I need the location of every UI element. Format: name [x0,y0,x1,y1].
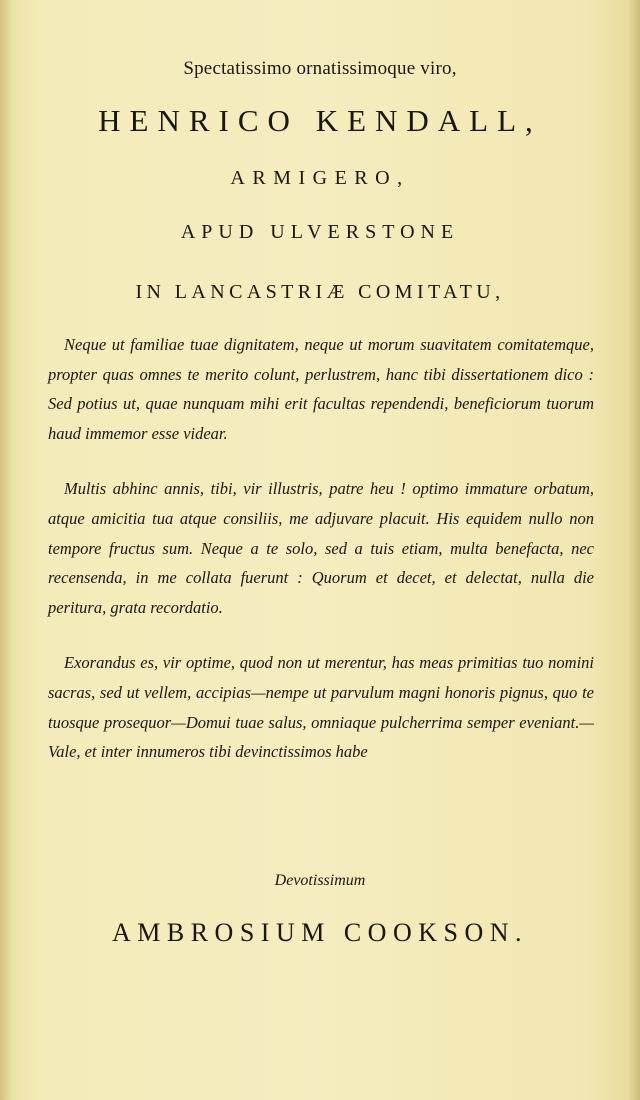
body-paragraph-2: Multis abhinc annis, tibi, vir illustris, patre heu ! optimo immature orbatum, atque amicitia tua atque consiliis, me adjuvare placuit. His equidem nullo non tempore fructus sum. Neque a te solo, sed a tuis etiam, multa benefacta, nec recensenda, in me collata fuerunt : Quorum et decet, et delectat, nulla die peritura, grata recordatio. [48,479,594,617]
dedication-body [48,330,594,767]
body-paragraph-1: Neque ut familiae tuae dignitatem, neque ut morum suavitatem comitatemque, propter quas omnes te merito colunt, perlustrem, hanc tibi dissertationem dico : Sed potius ut, quae nunquam mihi erit facultas rependendi, beneficiorum tuorum haud immemor esse videar. [48,335,594,443]
closing-signoff: Devotissimum [274,872,366,889]
addressee-line: Spectatissimo ornatissimoque viro, [183,58,457,79]
dedicatee-place: APUD ULVERSTONE [180,221,460,243]
author-signature: AMBROSIUM COOKSON. [111,918,529,947]
dedicatee-name: HENRICO KENDALL, [98,103,542,138]
dedicatee-county: IN LANCASTRIÆ COMITATU, [135,281,505,303]
dedicatee-rank: ARMIGERO, [230,167,410,189]
body-paragraph-3: Exorandus es, vir optime, quod non ut merentur, has meas primitias tuo nomini sacras, sed ut vellem, accipias—nempe ut parvulum magni honoris pignus, quo te tuosque prosequor—Domui tuae salus, omniaque pulcherrima semper eveniant.—Vale, et inter innumeros tibi devinctissimos habe [48,653,594,762]
